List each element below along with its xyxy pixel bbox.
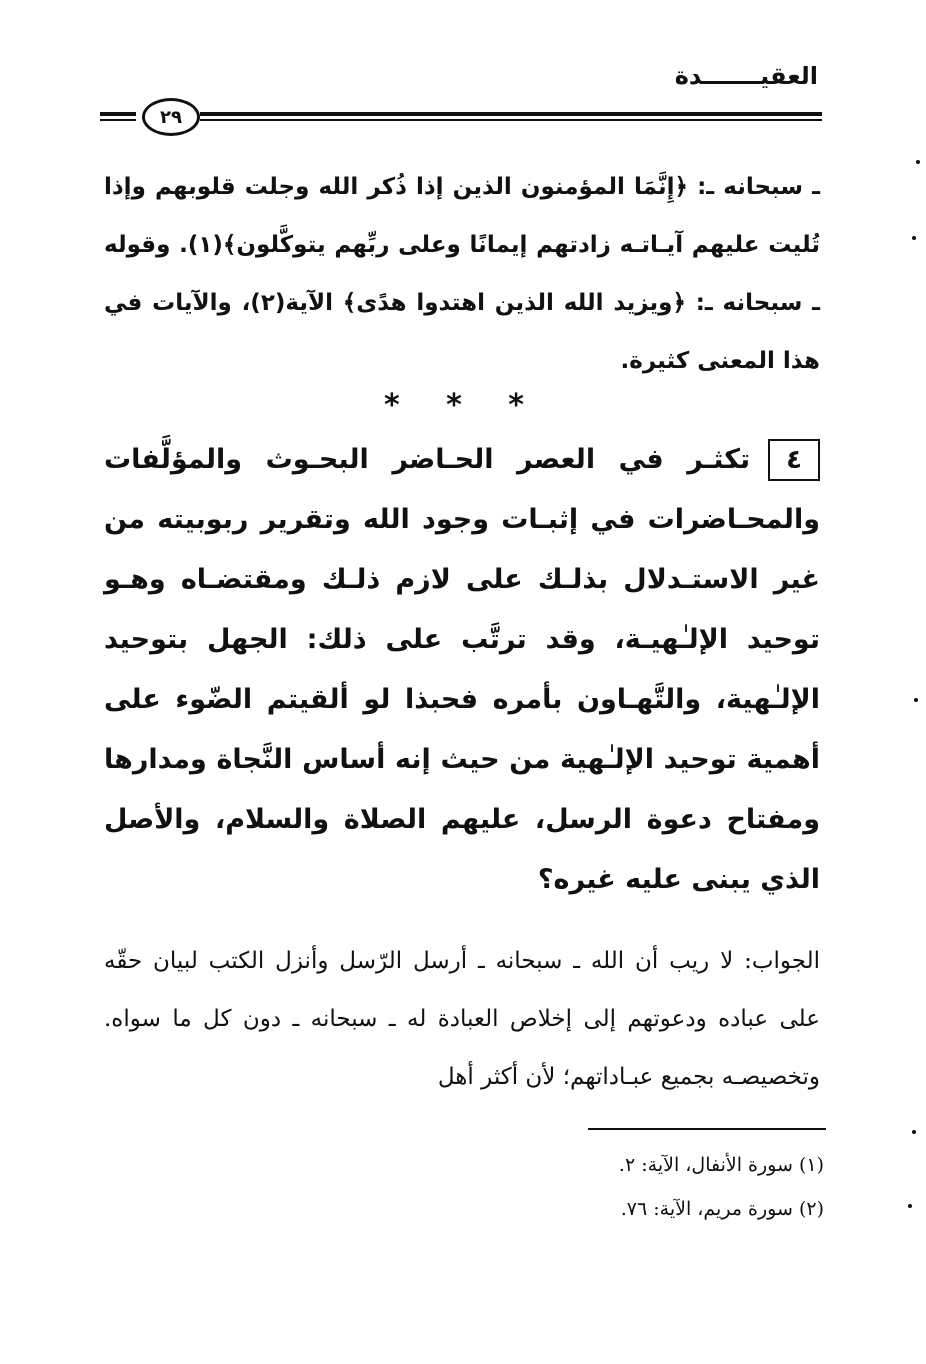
question-number-box: ٤ xyxy=(768,439,820,481)
rule-short-thick xyxy=(100,112,136,116)
footnote-1: (١) سورة الأنفال، الآية: ٢. xyxy=(618,1154,824,1176)
header-rule xyxy=(100,98,822,138)
running-title: العقيـــــــدة xyxy=(674,62,818,90)
rule-short-thin xyxy=(100,119,136,121)
scan-speck xyxy=(912,236,916,240)
question-text: تكثـر في العصر الحـاضر البحـوث والمؤلَّفات والمحـاضرات في إثبـات وجود الله وتقرير ربوبيته من غير الاستـدلال بذلـك على لازم ذلـك ومقتضـاه وهـو توحيد الإلـٰهيـة، وقد ترتَّب على ذلك: الجهل بتوحيد الإلـٰهية، والتَّهـاون بأمره فحبذا لو ألقيتم الضّوء على أهمية توحيد الإلـٰهية من حيث إنه أساس النَّجاة ومدارها ومفتاح دعوة الرسل، عليهم الصلاة والسلام، والأصل الذي يبنى عليه غيره؟ xyxy=(104,444,820,895)
page-number: ٢٩ xyxy=(142,98,200,136)
scan-speck xyxy=(914,698,918,702)
answer-text: لا ريب أن الله ـ سبحانه ـ أرسل الرّسل وأنزل الكتب لبيان حقّه على عباده ودعوتهم إلى إخلاص العبادة له ـ سبحانه ـ دون كل ما سواه. وتخصيصـه بجميع عبـاداتهم؛ لأن أكثر أهل xyxy=(104,948,820,1090)
rule-long-thin xyxy=(200,119,822,121)
intro-paragraph: ـ سبحانه ـ: ﴿إِنَّمَا المؤمنون الذين إذا ذُكر الله وجلت قلوبهم وإذا تُليت عليهم آيـاتـه زادتهم إيمانًا وعلى ربِّهم يتوكَّلون﴾(١). وقوله ـ سبحانه ـ: ﴿ويزيد الله الذين اهتدوا هدًى﴾ الآية(٢)، والآيات في هذا المعنى كثيرة. xyxy=(104,174,820,374)
footnote-divider xyxy=(588,1128,826,1130)
section-separator: * * * xyxy=(384,388,542,423)
answer-paragraph xyxy=(104,932,820,1106)
scan-speck xyxy=(916,160,920,164)
footnote-2: (٢) سورة مريم، الآية: ٧٦. xyxy=(620,1198,824,1220)
answer-label: الجواب: xyxy=(744,948,820,974)
rule-long-thick xyxy=(200,112,822,116)
question-paragraph xyxy=(104,430,820,910)
scan-speck xyxy=(912,1130,916,1134)
scan-speck xyxy=(908,1204,912,1208)
